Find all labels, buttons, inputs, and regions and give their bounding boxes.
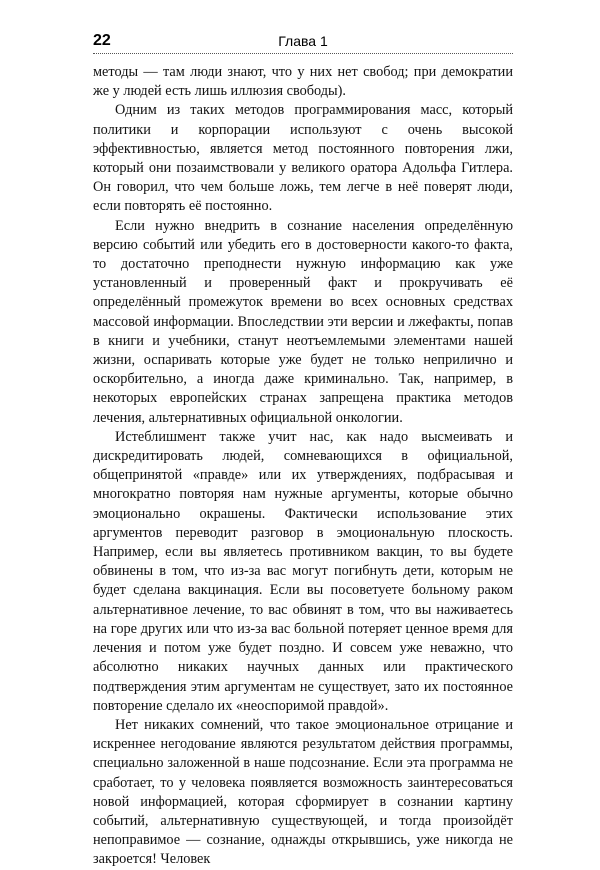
paragraph: Истеблишмент также учит нас, как надо высмеивать и дискредитировать людей, сомневающихся в официальной, общепринятой «правде» или их утверждениях, подбрасывая и многократно повторяя нам нужные аргументы, которые обычно эмоционально окрашены. Фактически использование этих аргументов переводит разговор в эмоциональную плоскость. Например, если вы являетесь противником вакцин, то вы будете обвинены в том, что из-за вас могут погибнуть дети, которым не будет сделана вакцинация. Если вы посоветуете больному раком альтернативное лечение, то вас обвинят в том, что вы наживаетесь на горе других или что из-за вас больной потеряет ценное время для лечения и потом уже будет поздно. И совсем уже неважно, что абсолютно никаких научных данных или практического подтверждения этим аргументам не существует, зато их постоянное повторение сделало их «неоспоримой правдой». (93, 428, 513, 714)
paragraph: Если нужно внедрить в сознание населения определённую версию событий или убедить его в достоверности какого-то факта, то достаточно преподнести нужную информацию как уже установленный и проверенный факт и прокручивать её определённый промежуток времени во всех основных средствах массовой информации. Впоследствии эти версии и лжефакты, попав в книги и учебники, станут неотъемлемыми элементами нашей жизни, оспаривать которые уже будет не только неприлично и оскорбительно, а иногда даже криминально. Так, например, в некоторых европейских странах запрещена практика методов лечения, альтернативных официальной онкологии. (93, 217, 513, 426)
body-text (93, 63, 513, 870)
paragraph: методы — там люди знают, что у них нет свобод; при демократии же у людей есть лишь иллюзия свободы). (93, 64, 513, 100)
paragraph: Одним из таких методов программирования масс, который политики и корпорации используют с очень высокой эффективностью, является метод постоянного повторения лжи, который они позаимствовали у великого оратора Адольфа Гитлера. Он говорил, что чем больше ложь, тем легче в неё поверят люди, если повторять её постоянно. (93, 102, 513, 215)
header-divider (93, 53, 513, 54)
chapter-title: Глава 1 (278, 33, 328, 49)
page-header (93, 32, 513, 52)
page-number: 22 (93, 32, 111, 49)
paragraph: Нет никаких сомнений, что такое эмоциональное отрицание и искреннее негодование являются результатом действия программы, специально заложенной в наше подсознание. Если эта программа не сработает, то у человека появляется возможность заинтересоваться новой информацией, которая сформирует в сознании картину событий, альтернативную существующей, и тогда произойдёт непоправимое — сознание, однажды открывшись, уже никогда не закроется! Человек (93, 716, 513, 868)
